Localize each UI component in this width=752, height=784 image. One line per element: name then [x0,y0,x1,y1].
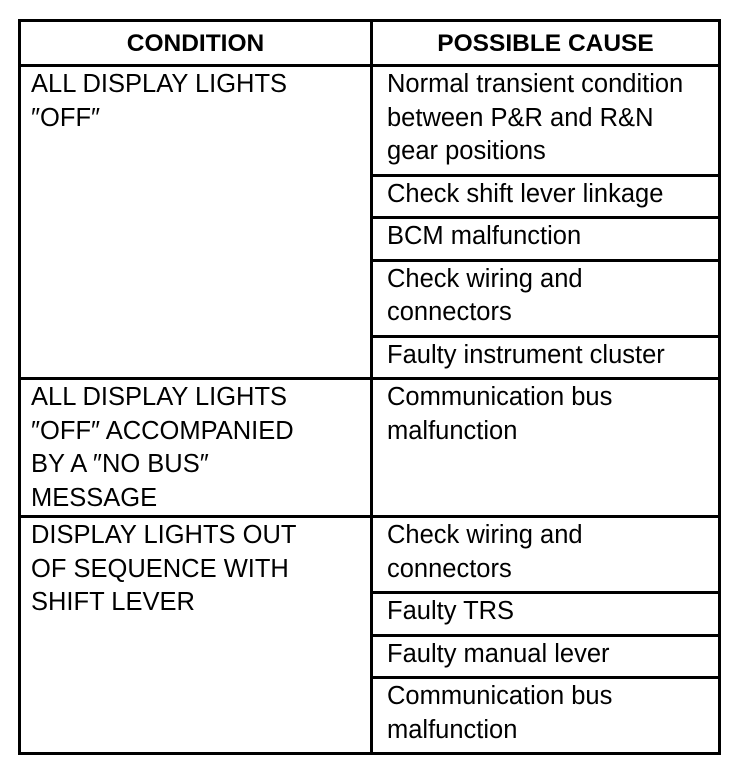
header-possible-cause: POSSIBLE CAUSE [372,21,720,66]
cause-cell [372,66,720,176]
cause-cell [372,336,720,379]
cause-text: Faulty instrument cluster [387,340,665,369]
cause-cell [372,260,720,336]
cause-text: Communication bus malfunction [387,383,613,445]
cause-text: Faulty manual lever [387,639,610,668]
cause-cell [372,678,720,754]
table-row [20,517,720,593]
header-condition: CONDITION [20,21,372,66]
condition-text: ALL DISPLAY LIGHTS ″OFF″ [31,70,288,132]
cause-text: Normal transient condition between P&R and R&N gear positions [387,70,684,165]
condition-cell [20,379,372,517]
condition-text: DISPLAY LIGHTS OUT OF SEQUENCE WITH SHIFT LEVER [31,521,296,616]
cause-cell [372,517,720,593]
table-row [20,379,720,517]
cause-cell [372,379,720,517]
condition-text: ALL DISPLAY LIGHTS ″OFF″ ACCOMPANIED BY A ″NO BUS″ MESSAGE [31,383,294,512]
cause-text: Check shift lever linkage [387,179,664,208]
diagnosis-table [18,19,721,755]
cause-text: Check wiring and connectors [387,264,583,326]
header-row [20,21,720,66]
cause-text: BCM malfunction [387,222,582,250]
cause-cell [372,175,720,218]
condition-cell [20,66,372,379]
cause-cell [372,593,720,636]
table-row [20,66,720,176]
cause-cell [372,635,720,678]
cause-text: Check wiring and connectors [387,521,583,583]
condition-cell [20,517,372,754]
cause-text: Communication bus malfunction [387,682,613,744]
cause-cell [372,218,720,261]
cause-text: Faulty TRS [387,597,515,625]
